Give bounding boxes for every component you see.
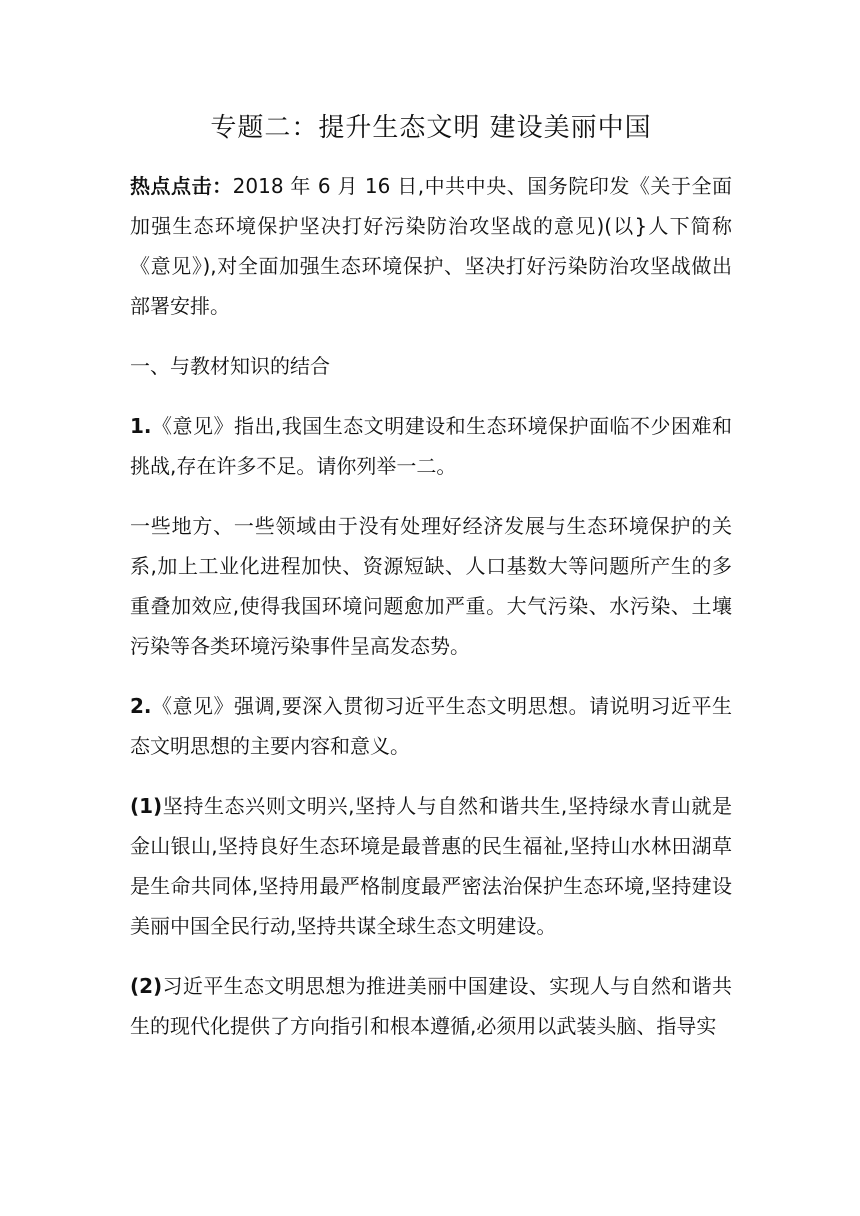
question-2-text: 《意见》强调,要深入贯彻习近平生态文明思想。请说明习近平生态文明思想的主要内容和意义。 — [130, 694, 732, 758]
answer-2-part-1 — [130, 786, 732, 946]
hotspot-label: 热点点击： — [130, 174, 233, 198]
answer-1: 一些地方、一些领域由于没有处理好经济发展与生态环境保护的关系,加上工业化进程加快、资源短缺、人口基数大等问题所产生的多重叠加效应,使得我国环境问题愈加严重。大气污染、水污染、土壤污染等各类环境污染事件呈高发态势。 — [130, 514, 732, 658]
answer-2-part-1-text: 坚持生态兴则文明兴,坚持人与自然和谐共生,坚持绿水青山就是金山银山,坚持良好生态环境是最普惠的民生福祉,坚持山水林田湖草是生命共同体,坚持用最严格制度最严密法治保护生态环境,坚持建设美丽中国全民行动,坚持共谋全球生态文明建设。 — [130, 794, 732, 938]
answer-2-part-2 — [130, 966, 732, 1046]
answer-2-part-1-number: (1) — [130, 794, 163, 818]
hotspot-paragraph — [130, 166, 732, 326]
answer-2-part-2-text: 习近平生态文明思想为推进美丽中国建设、实现人与自然和谐共生的现代化提供了方向指引和根本遵循,必须用以武装头脑、指导实 — [130, 974, 732, 1038]
question-2 — [130, 686, 732, 766]
question-2-number: 2. — [130, 694, 152, 718]
section-heading: 一、与教材知识的结合 — [130, 354, 330, 378]
question-1-text: 《意见》指出,我国生态文明建设和生态环境保护面临不少困难和挑战,存在许多不足。请你列举一二。 — [130, 414, 732, 478]
document-title: 专题二：提升生态文明 建设美丽中国 — [210, 113, 652, 143]
question-1-number: 1. — [130, 414, 152, 438]
answer-2-part-2-number: (2) — [130, 974, 163, 998]
question-1 — [130, 406, 732, 486]
hotspot-text: 2018 年 6 月 16 日,中共中央、国务院印发《关于全面加强生态环境保护坚决打好污染防治攻坚战的意见)(以}人下简称《意见》),对全面加强生态环境保护、坚决打好污染防治攻坚战做出部署安排。 — [130, 174, 732, 318]
